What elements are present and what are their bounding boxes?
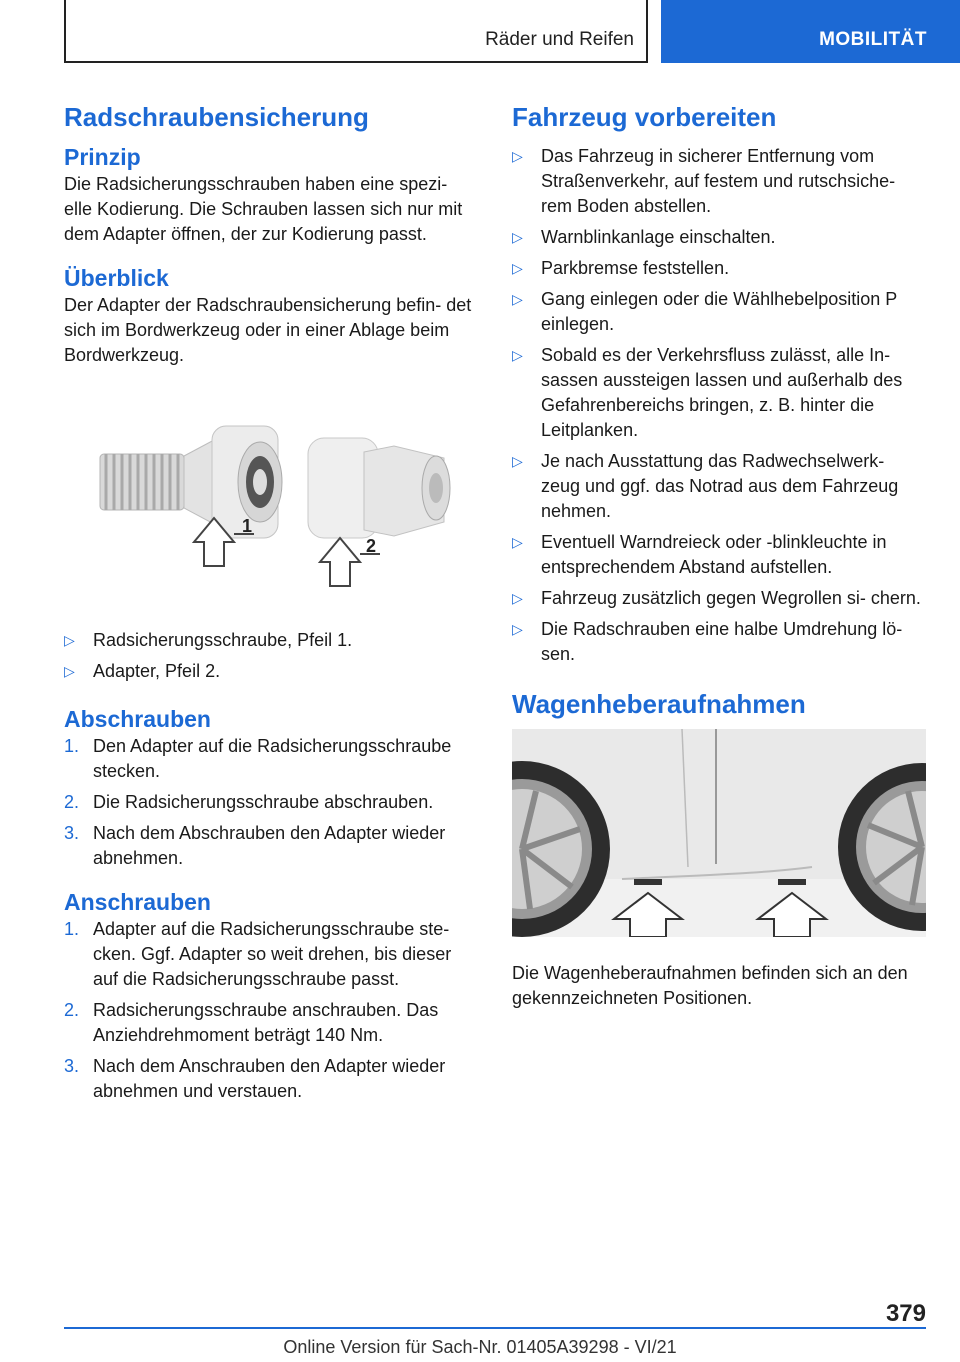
list-item: 2. Radsicherungsschraube anschrauben. Das Anziehdrehmoment beträgt 140 Nm. [64, 1000, 439, 1045]
right-column [512, 100, 926, 1011]
subheading-prinzip: Prinzip [64, 144, 141, 170]
triangle-right-icon: ▷ [512, 291, 523, 307]
list-item: ▷ Eventuell Warndreieck oder -blinkleuchte in entsprechendem Abstand aufstellen. [512, 532, 887, 577]
triangle-right-icon: ▷ [512, 229, 523, 245]
list-item: ▷ Gang einlegen oder die Wählhebelposition P einlegen. [512, 289, 897, 334]
preparation-steps [512, 144, 926, 667]
list-item: 3. Nach dem Abschrauben den Adapter wieder abnehmen. [64, 823, 446, 868]
footer-rule [64, 1327, 926, 1329]
list-item: ▷ Warnblinkanlage einschalten. [512, 225, 926, 250]
ueberblick-text: Der Adapter der Radschraubensicherung befin- det sich im Bordwerkzeug oder in einer Ablage beim Bordwerkzeug. [64, 295, 472, 365]
list-item: ▷ Die Radschrauben eine halbe Umdrehung lö- sen. [512, 619, 903, 664]
triangle-right-icon: ▷ [512, 453, 523, 469]
triangle-right-icon: ▷ [64, 632, 75, 648]
section-heading-fahrzeug-vorbereiten: Fahrzeug vorbereiten [512, 102, 777, 132]
chapter-tab [661, 0, 960, 63]
jack-points-text: Die Wagenheberaufnahmen befinden sich an den gekennzeichneten Positionen. [512, 963, 908, 1008]
triangle-right-icon: ▷ [512, 347, 523, 363]
figure-label-1: 1 [242, 516, 253, 536]
list-item: 3. Nach dem Anschrauben den Adapter wieder abnehmen und verstauen. [64, 1056, 446, 1101]
triangle-right-icon: ▷ [512, 148, 523, 164]
prinzip-text: Die Radsicherungsschrauben haben eine spezi- elle Kodierung. Die Schrauben lassen sich nur mit dem Adapter öffnen, der zur Kodierung passt. [64, 174, 463, 244]
section-heading-radschraubensicherung: Radschraubensicherung [64, 102, 369, 132]
chapter-tab-label: MOBILITÄT [819, 29, 927, 50]
triangle-right-icon: ▷ [512, 590, 523, 606]
list-item: ▷ Das Fahrzeug in sicherer Entfernung vom Straßenverkehr, auf festem und rutschsiche- rem Boden abstellen. [512, 146, 896, 216]
anschrauben-steps [64, 917, 476, 1104]
page-number: 379 [885, 1300, 926, 1327]
list-item: ▷ Adapter, Pfeil 2. [64, 659, 476, 684]
triangle-right-icon: ▷ [512, 621, 523, 637]
list-item: 1. Den Adapter auf die Radsicherungsschraube stecken. [64, 736, 452, 781]
footer-text: Online Version für Sach-Nr. 01405A39298 - VI/21 [283, 1337, 677, 1357]
section-title: Räder und Reifen [485, 29, 634, 50]
left-column [64, 100, 476, 1110]
jack-points-figure [512, 729, 926, 937]
list-item: ▷ Parkbremse feststellen. [512, 256, 926, 281]
list-item: ▷ Fahrzeug zusätzlich gegen Wegrollen si- chern. [512, 586, 926, 611]
header-section-box [64, 0, 648, 63]
list-item: ▷ Radsicherungsschraube, Pfeil 1. [64, 628, 476, 653]
triangle-right-icon: ▷ [64, 663, 75, 679]
lock-bolt-adapter-figure [64, 376, 476, 606]
subheading-abschrauben: Abschrauben [64, 706, 211, 732]
list-item: 1. Adapter auf die Radsicherungsschraube ste- cken. Ggf. Adapter so weit drehen, bis dieser auf die Radsicherungsschraube passt. [64, 919, 452, 989]
section-heading-wagenheberaufnahmen: Wagenheberaufnahmen [512, 689, 806, 719]
figure-legend [64, 628, 476, 684]
figure-label-2: 2 [366, 536, 377, 556]
triangle-right-icon: ▷ [512, 260, 523, 276]
list-item: ▷ Sobald es der Verkehrsfluss zulässt, alle In- sassen aussteigen lassen und außerhalb des Gefahrenbereichs bringen, z. B. hinter die Leitplanken. [512, 345, 903, 440]
list-item: 2. Die Radsicherungsschraube abschrauben. [64, 792, 434, 812]
triangle-right-icon: ▷ [512, 534, 523, 550]
subheading-ueberblick: Überblick [64, 265, 169, 291]
abschrauben-steps [64, 734, 476, 871]
list-item: ▷ Je nach Ausstattung das Radwechselwerk- zeug und ggf. das Notrad aus dem Fahrzeug nehmen. [512, 451, 899, 521]
subheading-anschrauben: Anschrauben [64, 889, 211, 915]
